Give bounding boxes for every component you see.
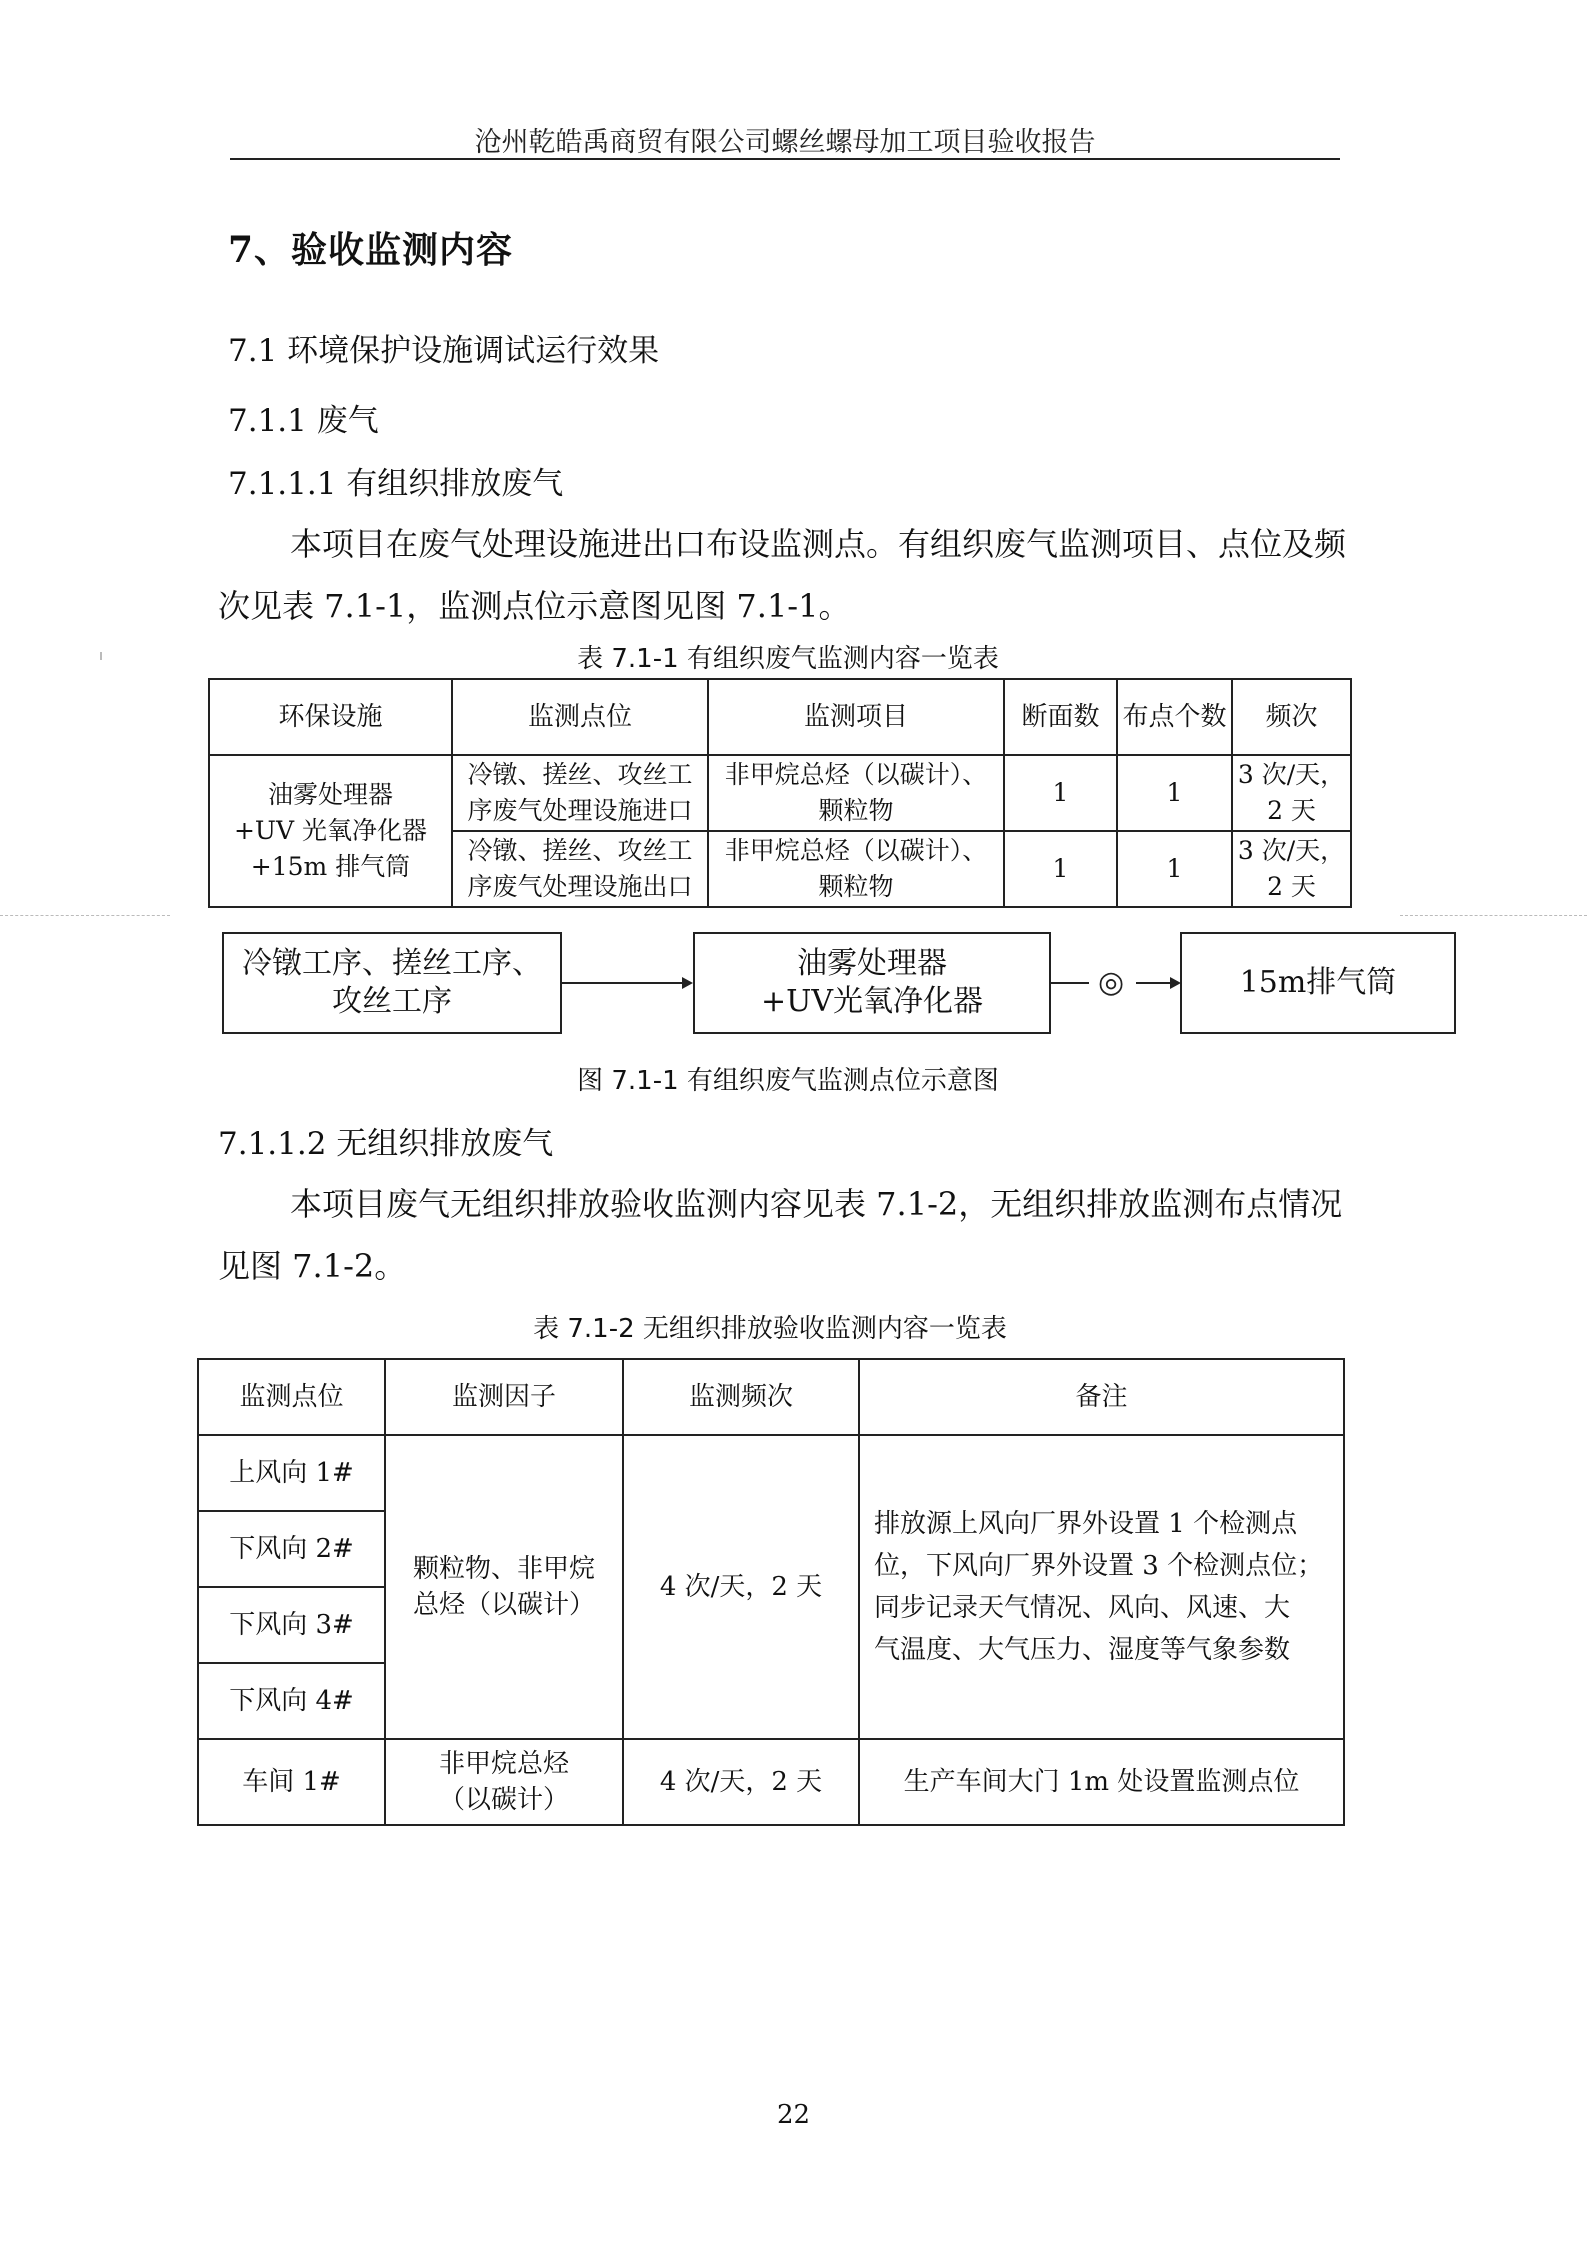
box-line: +UV光氧净化器	[760, 984, 984, 1019]
process-box-cold-heading	[222, 932, 562, 1034]
cell-line: 总烃（以碳计）	[412, 1590, 595, 1620]
heading-section-7-1-1-2: 7.1.1.2 无组织排放废气	[218, 1126, 554, 1162]
table-7-1-1	[208, 678, 1352, 908]
process-box-stack	[1180, 932, 1456, 1034]
cell-line: 同步记录天气情况、风向、风速、大	[874, 1593, 1291, 1623]
page-number: 22	[776, 2100, 811, 2130]
facility-line: 油雾处理器	[267, 780, 393, 809]
cell-line: 序废气处理设施进口	[467, 796, 693, 825]
monitoring-factor-cell	[385, 1435, 623, 1739]
table-row	[198, 1739, 1344, 1825]
flow-arrow-icon	[562, 972, 694, 994]
facility-cell	[209, 755, 452, 907]
table-header-cell: 监测频次	[623, 1359, 859, 1435]
monitoring-point-cell	[452, 831, 708, 907]
monitoring-point-cell: 下风向 4#	[198, 1663, 385, 1739]
table-header-cell: 频次	[1232, 679, 1351, 755]
frequency-cell	[1232, 831, 1351, 907]
monitoring-factor-cell	[385, 1739, 623, 1825]
cell-line: 颗粒物	[818, 872, 894, 901]
monitoring-point-cell: 上风向 1#	[198, 1435, 385, 1511]
facility-line: +15m 排气筒	[250, 852, 411, 881]
cell-line: 颗粒物、非甲烷	[412, 1554, 595, 1584]
table-header-row	[198, 1359, 1344, 1435]
monitoring-item-cell	[708, 831, 1004, 907]
monitoring-point-cell: 下风向 2#	[198, 1511, 385, 1587]
monitoring-point-cell	[452, 755, 708, 831]
table-header-cell: 环保设施	[209, 679, 452, 755]
facility-line: +UV 光氧净化器	[233, 816, 428, 845]
cell-line: 2 天	[1267, 796, 1316, 825]
paragraph-fugitive-emission: 本项目废气无组织排放验收监测内容见表 7.1-2，无组织排放监测布点情况见图 7.1-2。	[218, 1185, 1343, 1285]
box-line: 冷镦工序、搓丝工序、	[242, 946, 542, 981]
table-row	[198, 1435, 1344, 1511]
heading-section-7: 7、验收监测内容	[228, 229, 514, 271]
points-count-cell: 1	[1117, 831, 1232, 907]
cell-line: 冷镦、搓丝、攻丝工	[467, 760, 693, 789]
cell-line: 位，下风向厂界外设置 3 个检测点位；	[874, 1551, 1324, 1581]
table-7-1-2	[197, 1358, 1345, 1826]
paragraph-organized-emission: 本项目在废气处理设施进出口布设监测点。有组织废气监测项目、点位及频次见表 7.1-1，监测点位示意图见图 7.1-1。	[218, 525, 1347, 625]
cell-line: 3 次/天，	[1237, 836, 1346, 865]
scan-artifact	[0, 915, 170, 916]
scan-speck	[100, 652, 102, 660]
table-header-row	[209, 679, 1351, 755]
monitoring-frequency-cell: 4 次/天，2 天	[623, 1435, 859, 1739]
flow-line-icon	[1051, 972, 1091, 994]
box-line: 攻丝工序	[332, 984, 452, 1019]
cell-line: 3 次/天，	[1237, 760, 1346, 789]
cell-line: 排放源上风向厂界外设置 1 个检测点	[874, 1509, 1298, 1539]
monitoring-point-cell: 下风向 3#	[198, 1587, 385, 1663]
sampling-point-icon: ◎	[1098, 965, 1125, 1000]
cell-line: 非甲烷总烃	[438, 1749, 569, 1779]
cell-line: 颗粒物	[818, 796, 894, 825]
frequency-cell	[1232, 755, 1351, 831]
sections-cell: 1	[1004, 831, 1117, 907]
table-row	[209, 755, 1351, 831]
table-header-cell: 备注	[859, 1359, 1344, 1435]
figure-7-1-1-caption: 图 7.1-1 有组织废气监测点位示意图	[577, 1066, 999, 1096]
table-header-cell: 监测因子	[385, 1359, 623, 1435]
remarks-cell	[859, 1435, 1344, 1739]
cell-line: 冷镦、搓丝、攻丝工	[467, 836, 693, 865]
sections-cell: 1	[1004, 755, 1117, 831]
table-header-cell: 断面数	[1004, 679, 1117, 755]
remarks-cell: 生产车间大门 1m 处设置监测点位	[859, 1739, 1344, 1825]
table-header-cell: 监测点位	[198, 1359, 385, 1435]
monitoring-point-cell: 车间 1#	[198, 1739, 385, 1825]
cell-line: 非甲烷总烃（以碳计）、	[724, 760, 988, 789]
cell-line: 气温度、大气压力、湿度等气象参数	[874, 1635, 1291, 1665]
cell-line: 序废气处理设施出口	[467, 872, 693, 901]
table-header-cell: 布点个数	[1117, 679, 1232, 755]
heading-section-7-1: 7.1 环境保护设施调试运行效果	[228, 333, 660, 369]
table-7-1-1-caption: 表 7.1-1 有组织废气监测内容一览表	[577, 644, 999, 674]
cell-line: 非甲烷总烃（以碳计）、	[724, 836, 988, 865]
monitoring-frequency-cell: 4 次/天，2 天	[623, 1739, 859, 1825]
header-rule	[230, 158, 1340, 160]
cell-line: 2 天	[1267, 872, 1316, 901]
box-line: 油雾处理器	[797, 946, 947, 981]
table-header-cell: 监测点位	[452, 679, 708, 755]
table-header-cell: 监测项目	[708, 679, 1004, 755]
flow-arrow-icon	[1136, 972, 1182, 994]
process-box-treatment	[693, 932, 1051, 1034]
box-line: 15m排气筒	[1239, 965, 1397, 1000]
table-7-1-2-caption: 表 7.1-2 无组织排放验收监测内容一览表	[533, 1314, 1007, 1344]
heading-section-7-1-1: 7.1.1 废气	[228, 403, 379, 439]
monitoring-item-cell	[708, 755, 1004, 831]
points-count-cell: 1	[1117, 755, 1232, 831]
heading-section-7-1-1-1: 7.1.1.1 有组织排放废气	[228, 466, 564, 502]
running-header: 沧州乾皓禹商贸有限公司螺丝螺母加工项目验收报告	[474, 127, 1096, 158]
cell-line: （以碳计）	[438, 1785, 569, 1815]
scan-artifact	[1400, 915, 1587, 916]
